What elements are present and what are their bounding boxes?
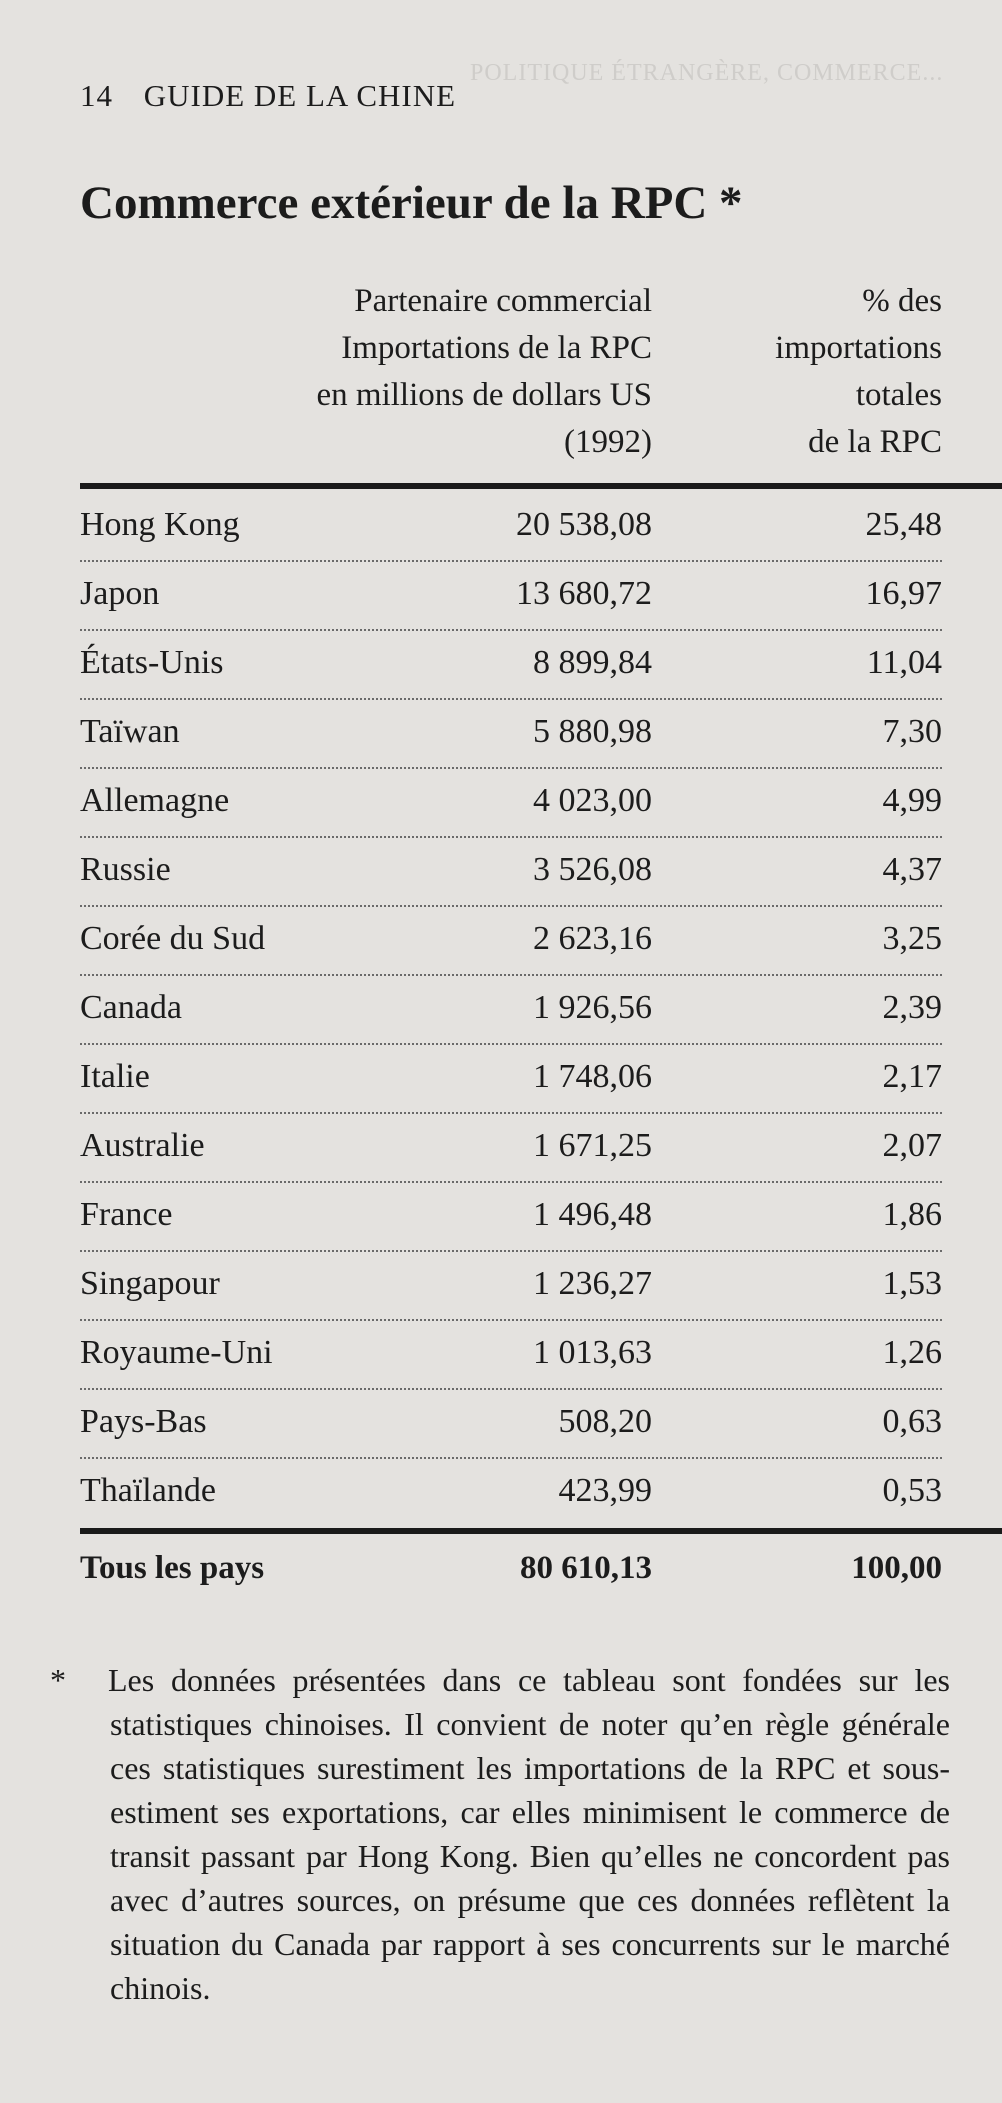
- pct-cell: 1,26: [882, 1334, 942, 1371]
- pct-header-line: importations: [775, 330, 942, 366]
- running-head: [80, 78, 456, 114]
- table-row: [80, 769, 942, 838]
- footnote: [50, 1658, 950, 2010]
- value-header-line: Partenaire commercial: [354, 283, 652, 319]
- value-cell: 5 880,98: [533, 713, 652, 750]
- pct-cell: 16,97: [865, 575, 942, 612]
- total-value: 80 610,13: [520, 1550, 652, 1586]
- country-cell: Royaume-Uni: [80, 1334, 273, 1371]
- country-cell: Taïwan: [80, 713, 180, 750]
- table-row: [80, 562, 942, 631]
- country-cell: Allemagne: [80, 782, 230, 819]
- table-row: [80, 1321, 942, 1390]
- country-cell: Russie: [80, 851, 171, 888]
- pct-header-line: % des: [862, 283, 942, 319]
- running-head-title: GUIDE DE LA CHINE: [143, 78, 457, 113]
- value-header-line: (1992): [564, 424, 652, 460]
- total-pct: 100,00: [851, 1550, 942, 1586]
- country-cell: États-Unis: [80, 644, 224, 681]
- pct-cell: 25,48: [865, 506, 942, 543]
- table-row: [80, 1183, 942, 1252]
- footnote-marker: *: [50, 1662, 66, 1698]
- value-column-header: [317, 278, 652, 466]
- value-cell: 508,20: [558, 1403, 652, 1440]
- value-cell: 1 013,63: [533, 1334, 652, 1371]
- table-row: [80, 631, 942, 700]
- value-cell: 1 748,06: [533, 1058, 652, 1095]
- country-cell: Australie: [80, 1127, 205, 1164]
- pct-cell: 11,04: [866, 644, 942, 681]
- value-cell: 4 023,00: [533, 782, 652, 819]
- pct-header-line: de la RPC: [808, 424, 942, 460]
- footnote-text: Les données présentées dans ce tableau sont fondées sur les statistiques chinoises. Il convient de noter qu’en règle générale ces statistiques surestiment les importations de la RPC et sous-estiment ses exportations, car elles minimisent le commerce de transit passant par Hong Kong. Bien qu’elles ne concordent pas avec d’autres sources, on présume que ces données reflètent la situation du Canada par rapport à ses concurrents sur le marché chinois.: [108, 1662, 950, 2006]
- table-row: [80, 976, 942, 1045]
- value-cell: 13 680,72: [516, 575, 652, 612]
- value-cell: 423,99: [558, 1472, 652, 1509]
- pct-column-header: [775, 278, 942, 466]
- total-label: Tous les pays: [80, 1550, 265, 1586]
- country-cell: Corée du Sud: [80, 920, 266, 957]
- pct-cell: 0,53: [882, 1472, 942, 1509]
- table-row: [80, 907, 942, 976]
- page-number: 14: [80, 78, 113, 113]
- value-cell: 1 926,56: [533, 989, 652, 1026]
- pct-cell: 4,99: [882, 782, 942, 819]
- table-row: [80, 700, 942, 769]
- pct-cell: 7,30: [882, 713, 942, 750]
- value-cell: 1 671,25: [533, 1127, 652, 1164]
- total-row: [80, 1550, 942, 1600]
- pct-header-line: totales: [855, 377, 942, 413]
- country-cell: Singapour: [80, 1265, 220, 1302]
- country-cell: Pays-Bas: [80, 1403, 207, 1440]
- pct-cell: 1,53: [882, 1265, 942, 1302]
- total-rule: [80, 1528, 1002, 1534]
- country-cell: Italie: [80, 1058, 150, 1095]
- pct-cell: 2,39: [882, 989, 942, 1026]
- value-cell: 1 496,48: [533, 1196, 652, 1233]
- value-cell: 3 526,08: [533, 851, 652, 888]
- value-cell: 1 236,27: [533, 1265, 652, 1302]
- table-body: [80, 493, 942, 1526]
- table-title: Commerce extérieur de la RPC *: [80, 177, 743, 229]
- table-row: [80, 1390, 942, 1459]
- table-row: [80, 1114, 942, 1183]
- value-header-line: Importations de la RPC: [341, 330, 652, 366]
- pct-cell: 3,25: [882, 920, 942, 957]
- value-cell: 20 538,08: [516, 506, 652, 543]
- table-row: [80, 1459, 942, 1526]
- pct-cell: 2,07: [882, 1127, 942, 1164]
- bleed-through-text: POLITIQUE ÉTRANGÈRE, COMMERCE...: [470, 60, 944, 86]
- value-cell: 2 623,16: [533, 920, 652, 957]
- country-cell: France: [80, 1196, 173, 1233]
- header-rule: [80, 483, 1002, 489]
- table-row: [80, 838, 942, 907]
- table-row: [80, 1045, 942, 1114]
- pct-cell: 0,63: [882, 1403, 942, 1440]
- table-row: [80, 493, 942, 562]
- table-row: [80, 1252, 942, 1321]
- value-cell: 8 899,84: [533, 644, 652, 681]
- value-header-line: en millions de dollars US: [316, 377, 652, 413]
- country-cell: Canada: [80, 989, 182, 1026]
- country-cell: Hong Kong: [80, 506, 240, 543]
- country-cell: Japon: [80, 575, 160, 612]
- country-cell: Thaïlande: [80, 1472, 216, 1509]
- pct-cell: 4,37: [882, 851, 942, 888]
- pct-cell: 2,17: [882, 1058, 942, 1095]
- pct-cell: 1,86: [882, 1196, 942, 1233]
